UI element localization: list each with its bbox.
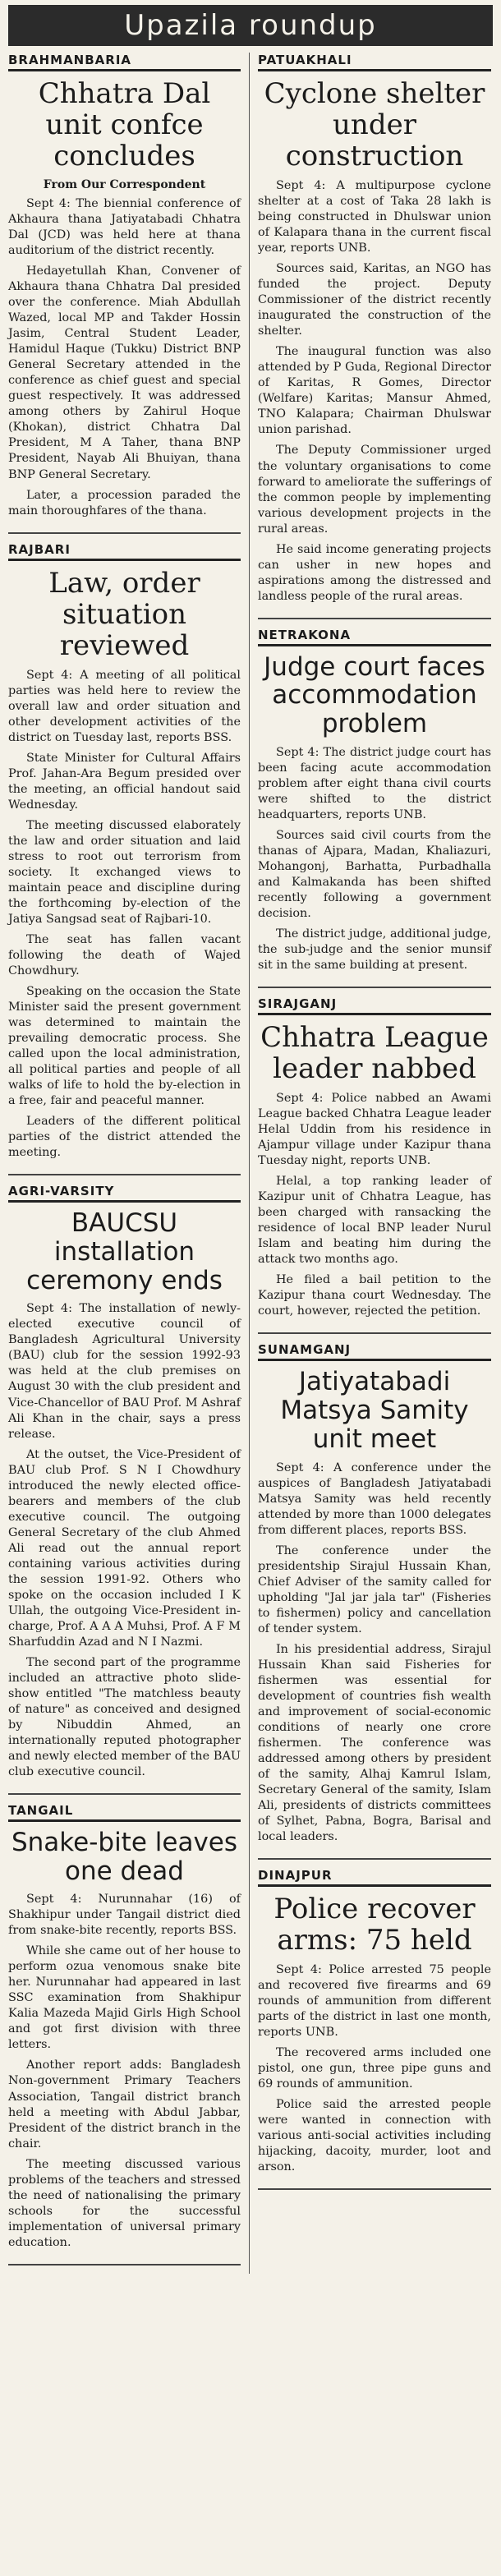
article-paragraph: Helal, a top ranking leader of Kazipur unit of Chhatra League, has been charged with ransacking the residence of local BNP leader Nurul Islam and beating him during the attack two months ago. [258,1175,491,1267]
article-paragraph: Leaders of the different political parties of the district attended the meeting. [8,1115,241,1160]
article-paragraph: While she came out of her house to perform ozua venomous snake bite her. Nurunnahar had appeared in last SSC examination from Shakhipur Kalia Mazeda Majid Girls High School and got first division with three letters. [8,1944,241,2052]
dateline-place: PATUAKHALI [258,53,491,71]
article-paragraph: Sept 4: A multipurpose cyclone shelter at a cost of Taka 28 lakh is being constructed in Dhulswar union of Kalapara thana in the current fiscal year, reports UNB. [258,179,491,255]
right-column [250,53,491,2274]
article-headline: BAUCSU installation ceremony ends [26,1208,223,1295]
article-paragraph: The conference under the presidentship Sirajul Hussain Khan, Chief Adviser of the samity called for upholding "Jal jar jala tar" (Fisheries to fishermen) policy and cancellation of tender system. [258,1543,491,1635]
article-headline: Police recover arms: 75 held [273,1892,476,1957]
article-paragraph: The meeting discussed various problems of the teachers and stressed the need of nationalising the primary schools for the successful implementation of universal primary education. [8,2157,241,2249]
dateline-place: AGRI-VARSITY [8,1184,241,1203]
dateline-place: SUNAMGANJ [258,1342,491,1361]
article-byline: From Our Correspondent [43,178,206,192]
columns [8,53,493,2274]
article-paragraph: He filed a bail petition to the Kazipur thana court Wednesday. The court, however, rejected the petition. [258,1273,491,1318]
news-article [258,53,491,619]
article-paragraph: At the outset, the Vice-President of BAU club Prof. S N I Chowdhury introduced the newly elected office-bearers and members of the club executive council. The outgoing General Secretary of the club Ahmed Ali read out the annual report containing various activities during the session 1991-92. Others who spoke on the occasion included I K Ullah, the outgoing Vice-President in-charge, Prof. A A A Muhsi, Prof. A F M Sharfuddin Azad and N I Nazmi. [8,1447,241,1649]
article-paragraph: The Deputy Commissioner urged the voluntary organisations to come forward to ameliorate the sufferings of the common people by implementing various development projects in the rural areas. [258,444,491,536]
article-paragraph: Police said the arrested people were wanted in connection with various anti-social activities including hijacking, dacoity, murder, loot and arson. [258,2098,491,2174]
article-paragraph: Sept 4: Police arrested 75 people and recovered five firearms and 69 rounds of ammunition from different parts of the district in last one month, reports UNB. [258,1963,491,2040]
article-headline: Jatiyatabadi Matsya Samity unit meet [280,1367,469,1454]
dateline-place: RAJBARI [8,542,241,561]
article-paragraph: Sept 4: The installation of newly-elected executive council of Bangladesh Agricultural University (BAU) club for the session 1992-93 was held at the club premises on August 30 with the club president and Vice-Chancellor of BAU Prof. M Ashraf Ali Khan in the chair, says a press release. [8,1302,241,1441]
dateline-place: NETRAKONA [258,628,491,646]
article-paragraph: Sources said, Karitas, an NGO has funded the project. Deputy Commissioner of the district recently inaugurated the construction of the shelter. [258,262,491,338]
article-paragraph: In his presidential address, Sirajul Hussain Khan said Fisheries for fishermen was essential for development of countries fish wealth and improvement of social-economic conditions of nearly one crore fishermen. The conference was addressed among others by president of the samity, Alhaj Kamrul Islam, Secretary General of the samity, Islam Ali, presidents of districts committees of Sylhet, Pabna, Bogra, Barisal and local leaders. [258,1642,491,1843]
article-paragraph: Sept 4: A conference under the auspices of Bangladesh Jatiyatabadi Matsya Samity was held recently attended by more than 1000 delegates from different places, reports BSS. [258,1460,491,1537]
news-article [8,53,241,534]
article-paragraph: Sept 4: Police nabbed an Awami League backed Chhatra League leader Helal Uddin from his residence in Ajampur village under Kazipur thana Tuesday night, reports UNB. [258,1092,491,1168]
dateline-place: DINAJPUR [258,1868,491,1887]
article-paragraph: Hedayetullah Khan, Convener of Akhaura thana Chhatra Dal presided over the conference. Miah Abdullah Wazed, local MP and Takder Hossin Jasim, Central Student Leader, Hamidul Haque (Tukku) District BNP General Secretary attended in the conference as chief guest and special guest respectively. It was addressed among others by Zahirul Hoque (Khokan), district Chhatra Dal President, M A Taher, thana BNP President, Nayab Ali Bhuiyan, thana BNP General Secretary. [8,264,241,481]
article-paragraph: Speaking on the occasion the State Minister said the present government was determined to maintain the prevailing democratic process. She called upon the local administration, all political parties and people of all walks of life to hold the by-election in a free, fair and peaceful manner. [8,985,241,1108]
article-paragraph: Sept 4: The district judge court has been facing acute accommodation problem after eight thana civil courts were shifted to the district headquarters, reports UNB. [258,745,491,821]
article-paragraph: He said income generating projects can usher in new hopes and aspirations among the distressed and landless people of the rural areas. [258,542,491,603]
article-paragraph: Sept 4: A meeting of all political parties was held here to review the overall law and order situation and other development activities of the district on Tuesday last, reports BSS. [8,668,241,744]
article-paragraph: Sources said civil courts from the thanas of Ajpara, Madan, Khaliazuri, Mohangonj, Barhatta, Purbadhalla and Kalmakanda has been shifted recently following a government decision. [258,828,491,920]
article-headline: Judge court faces accommodation problem [264,651,485,739]
article-paragraph: The district judge, additional judge, the sub-judge and the senior munsif sit in the same building at present. [258,927,491,972]
article-paragraph: Sept 4: The biennial conference of Akhaura thana Jatiyatabadi Chhatra Dal (JCD) was held here at thana auditorium of the district recently. [8,197,241,258]
article-paragraph: Another report adds: Bangladesh Non-government Primary Teachers Association, Tangail district branch held a meeting with Abdul Jabbar, President of the district branch in the chair. [8,2058,241,2150]
news-article [8,1184,241,1795]
article-paragraph: The inaugural function was also attended by P Guda, Regional Director of Karitas, R Gomes, Director (Welfare) Karitas; Mansur Ahmed, TNO Kalapara; Chairman Dhulswar union parishad. [258,345,491,437]
article-paragraph: The second part of the programme included an attractive photo slide-show entitled "The matchless beauty of nature" as conceived and designed by Nibuddin Ahmed, an internationally reputed photographer and newly elected member of the BAU club executive council. [8,1655,241,1778]
article-headline: Cyclone shelter under construction [264,77,485,173]
dateline-place: BRAHMANBARIA [8,53,241,71]
article-headline: Law, order situation reviewed [48,566,200,662]
article-headline: Snake-bite leaves one dead [11,1827,238,1886]
news-article [258,1342,491,1860]
news-article [258,1868,491,2190]
article-paragraph: The meeting discussed elaborately the law and order situation and laid stress to root out terrorism from society. It exchanged views to maintain peace and discipline during the forthcoming by-election of the Jatiya Sangsad seat of Rajbari-10. [8,818,241,927]
article-paragraph: State Minister for Cultural Affairs Prof. Jahan-Ara Begum presided over the meeting, an official handout said Wednesday. [8,751,241,812]
news-article [8,542,241,1176]
dateline-place: SIRAJGANJ [258,996,491,1015]
article-paragraph: The recovered arms included one pistol, one gun, three pipe guns and 69 rounds of ammunition. [258,2046,491,2091]
news-article [258,996,491,1334]
news-article [258,628,491,988]
section-banner: Upazila roundup [8,5,493,46]
left-column [8,53,250,2274]
article-headline: Chhatra League leader nabbed [260,1021,489,1086]
article-paragraph: Sept 4: Nurunnahar (16) of Shakhipur under Tangail district died from snake-bite recently, reports BSS. [8,1893,241,1938]
article-paragraph: The seat has fallen vacant following the death of Wajed Chowdhury. [8,933,241,978]
article-paragraph: Later, a procession paraded the main thoroughfares of the thana. [8,488,241,518]
news-article [8,1803,241,2266]
dateline-place: TANGAIL [8,1803,241,1822]
article-headline: Chhatra Dal unit confce concludes [38,77,211,173]
